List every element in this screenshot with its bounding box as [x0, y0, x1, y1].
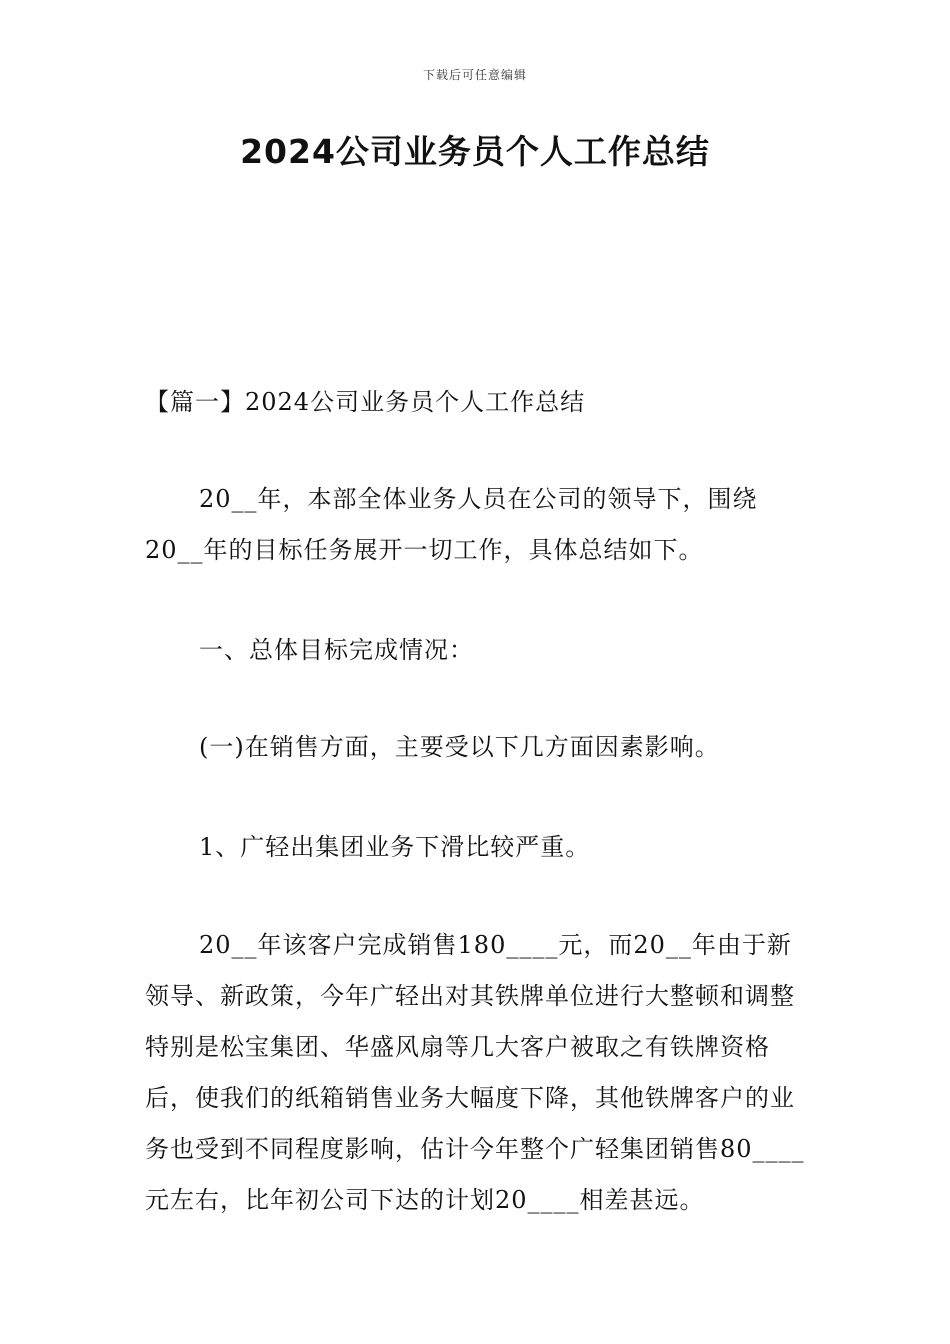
- intro-text: 20__年，本部全体业务人员在公司的领导下，围绕20__年的目标任务展开一切工作，具体总结如下。: [145, 485, 758, 564]
- document-title: 2024公司业务员个人工作总结: [240, 132, 710, 171]
- section1-text: 一、总体目标完成情况：: [199, 636, 474, 664]
- header-note: 下载后可任意编辑: [422, 68, 527, 82]
- intro-paragraph: [145, 474, 810, 576]
- item-heading-1: [145, 822, 810, 873]
- item1-body-paragraph: [145, 920, 810, 1226]
- part-heading: 【篇一】2024公司业务员个人工作总结: [145, 388, 586, 416]
- subsection1-text: (一)在销售方面，主要受以下几方面因素影响。: [199, 733, 720, 761]
- item1-body-text: 20__年该客户完成销售180____元，而20__年由于新领导、新政策，今年广轻出对其铁牌单位进行大整顿和调整特别是松宝集团、华盛风扇等几大客户被取之有铁牌资格后，使我们的纸箱销售业务大幅度下降，其他铁牌客户的业务也受到不同程度影响，估计今年整个广轻集团销售80____元左右，比年初公司下达的计划20____相差甚远。: [145, 931, 805, 1214]
- subsection-heading-1: [145, 722, 810, 773]
- item1-text: 1、广轻出集团业务下滑比较严重。: [199, 833, 591, 861]
- section-heading-1: [145, 625, 810, 676]
